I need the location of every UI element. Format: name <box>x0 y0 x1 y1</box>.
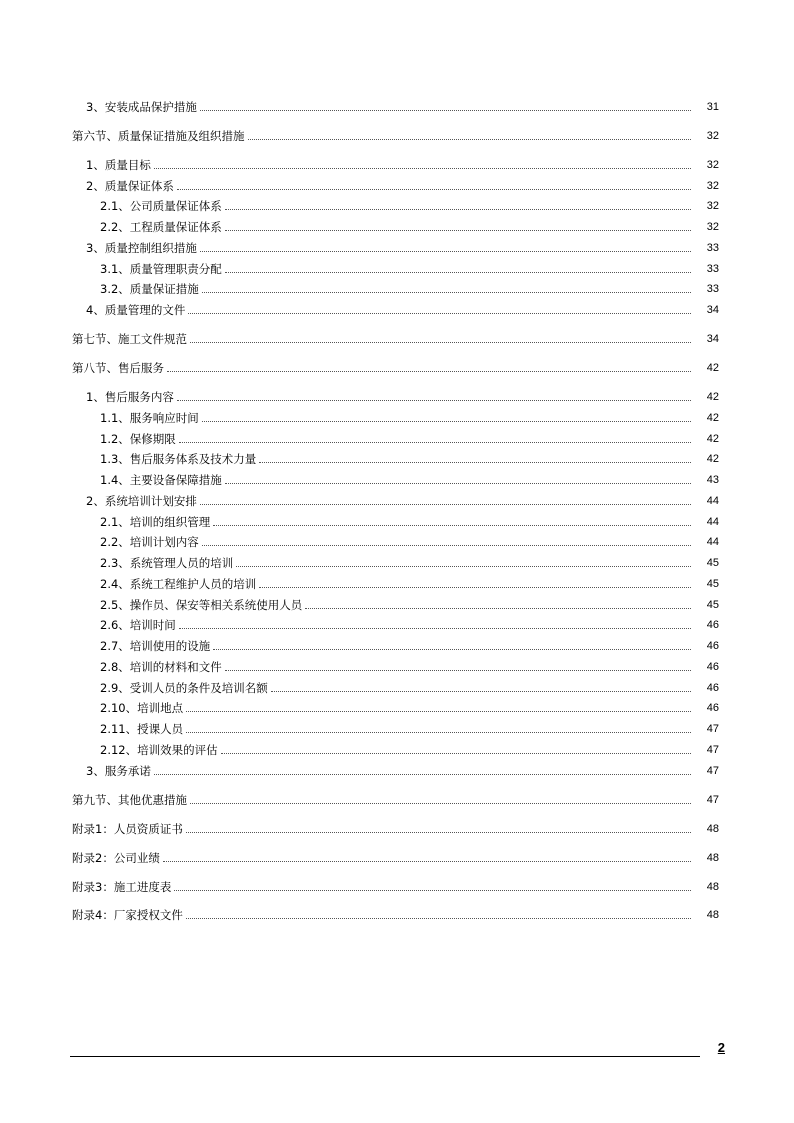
toc-entry-install-protection[interactable] <box>86 96 719 114</box>
toc-page-number: 48 <box>706 909 719 921</box>
toc-leader-dots <box>188 313 691 314</box>
toc-entry-quality-documents[interactable] <box>86 299 719 317</box>
toc-leader-dots <box>190 342 691 343</box>
toc-entry-title: 1.3、售后服务体系及技术力量 <box>100 452 257 466</box>
toc-entry-title: 1、售后服务内容 <box>86 390 174 404</box>
toc-entry-training-time[interactable] <box>100 614 719 632</box>
toc-leader-dots <box>179 628 691 629</box>
toc-leader-dots <box>213 525 691 526</box>
toc-page-number: 44 <box>706 516 719 528</box>
toc-entry-title: 3、质量控制组织措施 <box>86 241 197 255</box>
toc-leader-dots <box>177 400 691 401</box>
toc-page-number: 34 <box>706 333 719 345</box>
toc-entry-title: 第八节、售后服务 <box>72 361 164 375</box>
toc-leader-dots <box>225 670 691 671</box>
toc-entry-section-6[interactable] <box>72 125 719 143</box>
toc-entry-title: 2.12、培训效果的评估 <box>100 743 218 757</box>
toc-entry-title: 2、质量保证体系 <box>86 179 174 193</box>
toc-entry-title: 3、安装成品保护措施 <box>86 100 197 114</box>
toc-entry-equipment-guarantee[interactable] <box>100 469 719 487</box>
toc-entry-title: 2.1、培训的组织管理 <box>100 515 211 529</box>
toc-entry-training-plan[interactable] <box>86 490 719 508</box>
toc-entry-response-time[interactable] <box>100 407 719 425</box>
toc-entry-trainee-conditions[interactable] <box>100 677 719 695</box>
toc-entry-quality-system[interactable] <box>86 175 719 193</box>
toc-entry-title: 2、系统培训计划安排 <box>86 494 197 508</box>
toc-entry-title: 1.4、主要设备保障措施 <box>100 473 222 487</box>
toc-entry-title: 2.8、培训的材料和文件 <box>100 660 222 674</box>
toc-page-number: 47 <box>706 765 719 777</box>
toc-leader-dots <box>221 753 691 754</box>
toc-leader-dots <box>186 732 691 733</box>
toc-page-number: 46 <box>706 661 719 673</box>
toc-page-number: 48 <box>706 852 719 864</box>
toc-leader-dots <box>225 230 691 231</box>
toc-entry-training-evaluation[interactable] <box>100 739 719 757</box>
toc-leader-dots <box>248 139 692 140</box>
toc-leader-dots <box>179 442 691 443</box>
toc-leader-dots <box>236 566 691 567</box>
footer-page-number: 2 <box>717 1040 725 1055</box>
toc-page-number: 47 <box>706 794 719 806</box>
toc-entry-title: 1、质量目标 <box>86 158 151 172</box>
toc-entry-title: 2.2、培训计划内容 <box>100 535 199 549</box>
toc-entry-training-facilities[interactable] <box>100 635 719 653</box>
toc-entry-instructors[interactable] <box>100 718 719 736</box>
toc-leader-dots <box>259 587 691 588</box>
toc-leader-dots <box>200 251 691 252</box>
toc-page-number: 48 <box>706 881 719 893</box>
toc-entry-title: 附录3：施工进度表 <box>72 880 172 894</box>
toc-leader-dots <box>200 504 691 505</box>
toc-entry-appendix-3[interactable] <box>72 876 719 894</box>
toc-leader-dots <box>202 421 691 422</box>
toc-entry-company-quality-system[interactable] <box>100 195 719 213</box>
toc-entry-training-organization[interactable] <box>100 511 719 529</box>
toc-entry-section-7[interactable] <box>72 328 719 346</box>
toc-leader-dots <box>163 861 691 862</box>
toc-entry-appendix-4[interactable] <box>72 904 719 922</box>
toc-page-number: 44 <box>706 495 719 507</box>
toc-entry-section-8[interactable] <box>72 357 719 375</box>
toc-entry-admin-training[interactable] <box>100 552 719 570</box>
toc-entry-operator-training[interactable] <box>100 594 719 612</box>
toc-entry-title: 4、质量管理的文件 <box>86 303 186 317</box>
toc-page-number: 48 <box>706 823 719 835</box>
toc-entry-title: 1.1、服务响应时间 <box>100 411 199 425</box>
toc-page-number: 42 <box>706 433 719 445</box>
toc-page-number: 45 <box>706 578 719 590</box>
toc-entry-title: 2.3、系统管理人员的培训 <box>100 556 234 570</box>
toc-entry-title: 2.6、培训时间 <box>100 618 176 632</box>
toc-entry-title: 3.1、质量管理职责分配 <box>100 262 222 276</box>
toc-entry-title: 第六节、质量保证措施及组织措施 <box>72 129 245 143</box>
toc-entry-project-quality-system[interactable] <box>100 216 719 234</box>
toc-leader-dots <box>259 462 691 463</box>
toc-page-number: 43 <box>706 474 719 486</box>
toc-entry-title: 附录2：公司业绩 <box>72 851 160 865</box>
toc-entry-title: 第七节、施工文件规范 <box>72 332 187 346</box>
toc-page-number: 47 <box>706 723 719 735</box>
toc-page-number: 32 <box>706 180 719 192</box>
toc-entry-section-9[interactable] <box>72 789 719 807</box>
toc-leader-dots <box>202 292 691 293</box>
toc-entry-title: 2.1、公司质量保证体系 <box>100 199 222 213</box>
toc-page-number: 31 <box>706 101 719 113</box>
toc-leader-dots <box>167 371 691 372</box>
toc-page-number: 45 <box>706 599 719 611</box>
toc-entry-appendix-2[interactable] <box>72 847 719 865</box>
toc-page-number: 32 <box>706 221 719 233</box>
toc-leader-dots <box>154 168 691 169</box>
toc-leader-dots <box>225 272 691 273</box>
toc-leader-dots <box>190 803 691 804</box>
toc-page-number: 32 <box>706 130 719 142</box>
toc-entry-title: 附录4：厂家授权文件 <box>72 908 183 922</box>
toc-entry-training-materials[interactable] <box>100 656 719 674</box>
toc-leader-dots <box>225 483 691 484</box>
toc-page-number: 42 <box>706 362 719 374</box>
toc-page-number: 33 <box>706 242 719 254</box>
toc-entry-title: 2.4、系统工程维护人员的培训 <box>100 577 257 591</box>
toc-entry-service-commitment[interactable] <box>86 760 719 778</box>
toc-leader-dots <box>154 774 691 775</box>
toc-entry-title: 2.10、培训地点 <box>100 701 184 715</box>
toc-entry-title: 第九节、其他优惠措施 <box>72 793 187 807</box>
toc-entry-title: 附录1：人员资质证书 <box>72 822 183 836</box>
toc-entry-maintenance-training[interactable] <box>100 573 719 591</box>
toc-leader-dots <box>177 189 691 190</box>
toc-entry-title: 2.11、授课人员 <box>100 722 184 736</box>
toc-entry-training-content[interactable] <box>100 531 719 549</box>
toc-leader-dots <box>174 890 691 891</box>
toc-entry-title: 2.7、培训使用的设施 <box>100 639 211 653</box>
toc-leader-dots <box>186 711 691 712</box>
toc-entry-training-location[interactable] <box>100 697 719 715</box>
toc-entry-title: 2.9、受训人员的条件及培训名额 <box>100 681 268 695</box>
toc-page-number: 46 <box>706 619 719 631</box>
footer-rule <box>70 1056 700 1057</box>
toc-entry-title: 3、服务承诺 <box>86 764 151 778</box>
toc-page-number: 46 <box>706 682 719 694</box>
toc-entry-appendix-1[interactable] <box>72 818 719 836</box>
toc-page-number: 47 <box>706 744 719 756</box>
toc-leader-dots <box>186 918 691 919</box>
toc-leader-dots <box>200 110 691 111</box>
toc-entry-quality-measures[interactable] <box>100 278 719 296</box>
toc-page-number: 33 <box>706 283 719 295</box>
toc-entry-service-system[interactable] <box>100 448 719 466</box>
toc-page-number: 34 <box>706 304 719 316</box>
toc-leader-dots <box>202 545 691 546</box>
toc-page-number: 32 <box>706 159 719 171</box>
toc-page-number: 42 <box>706 453 719 465</box>
toc-entry-quality-control[interactable] <box>86 237 719 255</box>
toc-page-number: 44 <box>706 536 719 548</box>
toc-page-number: 42 <box>706 391 719 403</box>
toc-entry-quality-duties[interactable] <box>100 258 719 276</box>
toc-page-number: 32 <box>706 200 719 212</box>
toc-page-number: 33 <box>706 263 719 275</box>
toc-entry-title: 3.2、质量保证措施 <box>100 282 199 296</box>
toc-page-number: 45 <box>706 557 719 569</box>
toc-leader-dots <box>305 608 691 609</box>
toc-entry-title: 1.2、保修期限 <box>100 432 176 446</box>
toc-leader-dots <box>213 649 691 650</box>
toc-entry-after-sales-content[interactable] <box>86 386 719 404</box>
toc-page-number: 46 <box>706 702 719 714</box>
toc-page-number: 46 <box>706 640 719 652</box>
toc-entry-quality-goal[interactable] <box>86 154 719 172</box>
toc-leader-dots <box>186 832 691 833</box>
toc-entry-title: 2.2、工程质量保证体系 <box>100 220 222 234</box>
toc-leader-dots <box>271 691 691 692</box>
toc-entry-title: 2.5、操作员、保安等相关系统使用人员 <box>100 598 303 612</box>
toc-leader-dots <box>225 209 691 210</box>
toc-entry-warranty-period[interactable] <box>100 428 719 446</box>
toc-page-number: 42 <box>706 412 719 424</box>
